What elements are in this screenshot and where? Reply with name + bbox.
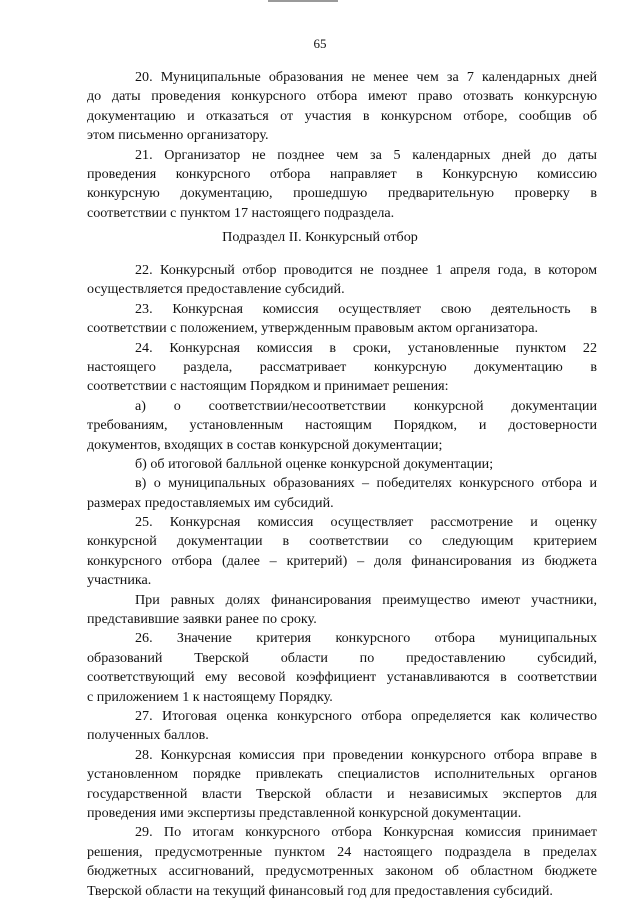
text-line: соответствии с пунктом 17 настоящего подраздела. xyxy=(87,204,395,221)
section-heading: Подраздел II. Конкурсный отбор xyxy=(222,229,418,245)
paragraph-p23 xyxy=(87,300,597,339)
text-line: с приложением 1 к настоящему Порядку. xyxy=(87,688,333,705)
paragraph-p24b xyxy=(87,455,597,474)
paragraph-p24 xyxy=(87,339,597,397)
text-line: соответствующий ему весовой коэффициент устанавливаются в соответствии xyxy=(87,669,597,686)
paragraph-p29 xyxy=(87,823,597,901)
paragraph-p27 xyxy=(87,707,597,746)
text-line: соответствии с положением, утвержденным правовым актом организатора. xyxy=(87,320,539,337)
top-edge-mark xyxy=(268,0,338,2)
paragraph-p21 xyxy=(87,146,597,224)
text-line: 21. Организатор не позднее чем за 5 календарных дней до даты xyxy=(135,146,597,163)
text-line: 20. Муниципальные образования не менее чем за 7 календарных дней xyxy=(135,69,597,85)
text-line: 25. Конкурсная комиссия осуществляет рассмотрение и оценку xyxy=(135,514,597,531)
text-line: проведения ими экспертизы представленной конкурсной документации. xyxy=(87,804,522,821)
text-line: государственной власти Тверской области и независимых экспертов для xyxy=(87,785,597,802)
text-line: документацию и отказаться от участия в конкурсном отборе, сообщив об xyxy=(87,107,597,124)
paragraph-p22 xyxy=(87,261,597,300)
page-number: 65 xyxy=(313,36,327,51)
text-line: конкурсного отбора (далее – критерий) – доля финансирования из бюджета xyxy=(87,552,597,569)
text-line: этом письменно организатору. xyxy=(87,127,269,144)
paragraph-p26 xyxy=(87,629,597,707)
text-line: соответствии с настоящим Порядком и принимает решения: xyxy=(87,378,449,395)
text-line: образований Тверской области по предоставлению субсидий, xyxy=(87,649,597,666)
text-line: решения, предусмотренные пунктом 24 настоящего подраздела в пределах xyxy=(87,843,597,860)
paragraph-p25b xyxy=(87,591,597,630)
paragraph-p25 xyxy=(87,513,597,591)
paragraph-p28 xyxy=(87,746,597,824)
text-line: б) об итоговой балльной оценке конкурсной документации; xyxy=(135,455,494,472)
paragraph-p24a xyxy=(87,397,597,455)
text-line: участника. xyxy=(87,572,152,589)
text-line: 28. Конкурсная комиссия при проведении конкурсного отбора вправе в xyxy=(135,746,597,763)
text-line: 26. Значение критерия конкурсного отбора муниципальных xyxy=(135,630,597,647)
text-line: 23. Конкурсная комиссия осуществляет свою деятельность в xyxy=(135,300,597,317)
text-line: конкурсной документации в соответствии со следующим критерием xyxy=(87,533,597,550)
text-line: а) о соответствии/несоответствии конкурсной документации xyxy=(135,397,597,414)
text-line: в) о муниципальных образованиях – победителях конкурсного отбора и xyxy=(135,475,597,492)
text-line: проведения конкурсного отбора направляет в Конкурсную комиссию xyxy=(87,165,597,182)
text-line: бюджетных ассигнований, предусмотренных законом об областном бюджете xyxy=(87,863,597,880)
paragraph-p24c xyxy=(87,474,597,513)
text-line: представившие заявки ранее по сроку. xyxy=(87,611,317,628)
text-line: При равных долях финансирования преимущество имеют участники, xyxy=(135,591,597,608)
text-line: 29. По итогам конкурсного отбора Конкурсная комиссия принимает xyxy=(135,824,597,841)
text-line: конкурсную документацию, прошедшую предварительную проверку в xyxy=(87,185,597,202)
text-line: документов, входящих в состав конкурсной документации; xyxy=(87,436,443,453)
document-body xyxy=(87,261,597,901)
text-line: 27. Итоговая оценка конкурсного отбора определяется как количество xyxy=(135,707,597,724)
text-line: 24. Конкурсная комиссия в сроки, установленные пунктом 22 xyxy=(135,339,597,356)
text-line: размерах предоставляемых им субсидий. xyxy=(87,494,334,511)
text-line: Тверской области на текущий финансовый год для предоставления субсидий. xyxy=(87,882,553,899)
paragraph-p20 xyxy=(87,68,597,146)
text-line: требованиям, установленным настоящим Порядком, и достоверности xyxy=(87,417,597,434)
text-line: установленном порядке привлекать специалистов исполнительных органов xyxy=(87,766,597,783)
document-body-upper xyxy=(87,68,597,223)
text-line: настоящего раздела, рассматривает конкурсную документацию в xyxy=(87,358,597,375)
text-line: осуществляется предоставление субсидий. xyxy=(87,281,345,298)
text-line: до даты проведения конкурсного отбора имеют право отозвать конкурсную xyxy=(87,88,597,105)
text-line: полученных баллов. xyxy=(87,727,209,744)
text-line: 22. Конкурсный отбор проводится не позднее 1 апреля года, в котором xyxy=(135,262,597,278)
